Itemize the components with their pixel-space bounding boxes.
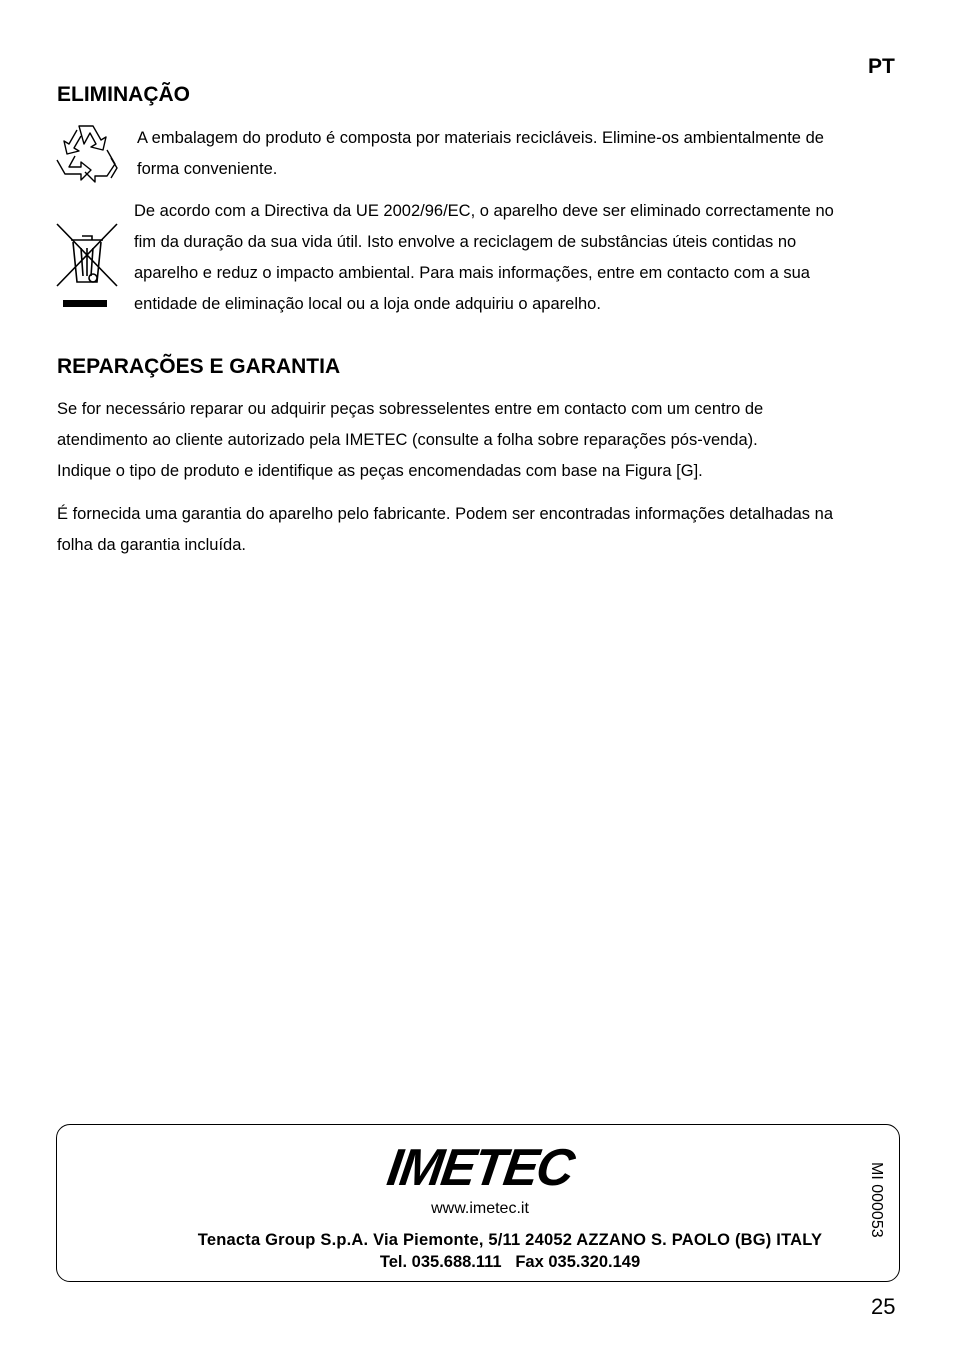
repairs-text-line-3: Indique o tipo de produto e identifique as peças encomendadas com base na Figura [G]. [57,462,703,480]
packaging-text-line-1: A embalagem do produto é composta por materiais recicláveis. Elimine-os ambientalmente de [137,129,824,147]
weee-text-line-1: De acordo com a Directiva da UE 2002/96/EC, o aparelho deve ser eliminado correctamente no [134,202,834,220]
document-code: MI 000053 [868,1162,885,1238]
repairs-heading: REPARAÇÕES E GARANTIA [57,355,341,378]
weee-text-line-2: fim da duração da sua vida útil. Isto envolve a reciclagem de substâncias úteis contidas no [134,233,797,251]
company-address: Tenacta Group S.p.A. Via Piemonte, 5/11 24052 AZZANO S. PAOLO (BG) ITALY [197,1231,823,1249]
packaging-text-line-2: forma conveniente. [137,160,278,178]
page-number: 25 [871,1294,896,1319]
language-code: PT [868,55,895,78]
disposal-heading: ELIMINAÇÃO [57,83,190,106]
weee-text-line-4: entidade de eliminação local ou a loja onde adquiriu o aparelho. [134,295,601,313]
contact-numbers: Tel. 035.688.111 Fax 035.320.149 [379,1253,641,1271]
warranty-text-line-1: É fornecida uma garantia do aparelho pelo fabricante. Podem ser encontradas informações detalhadas na [57,505,833,523]
repairs-text-line-1: Se for necessário reparar ou adquirir peças sobresselentes entre em contacto com um centro de [57,400,764,418]
repairs-text-line-2: atendimento ao cliente autorizado pela IMETEC (consulte a folha sobre reparações pós-venda). [57,431,758,449]
website: www.imetec.it [431,1200,529,1217]
weee-text-line-3: aparelho e reduz o impacto ambiental. Para mais informações, entre em contacto com a sua [134,264,810,282]
recycle-icon [55,120,121,184]
imetec-logo: IMETEC [383,1139,577,1197]
warranty-text-line-2: folha da garantia incluída. [57,536,246,554]
crossed-bin-icon [55,222,119,310]
